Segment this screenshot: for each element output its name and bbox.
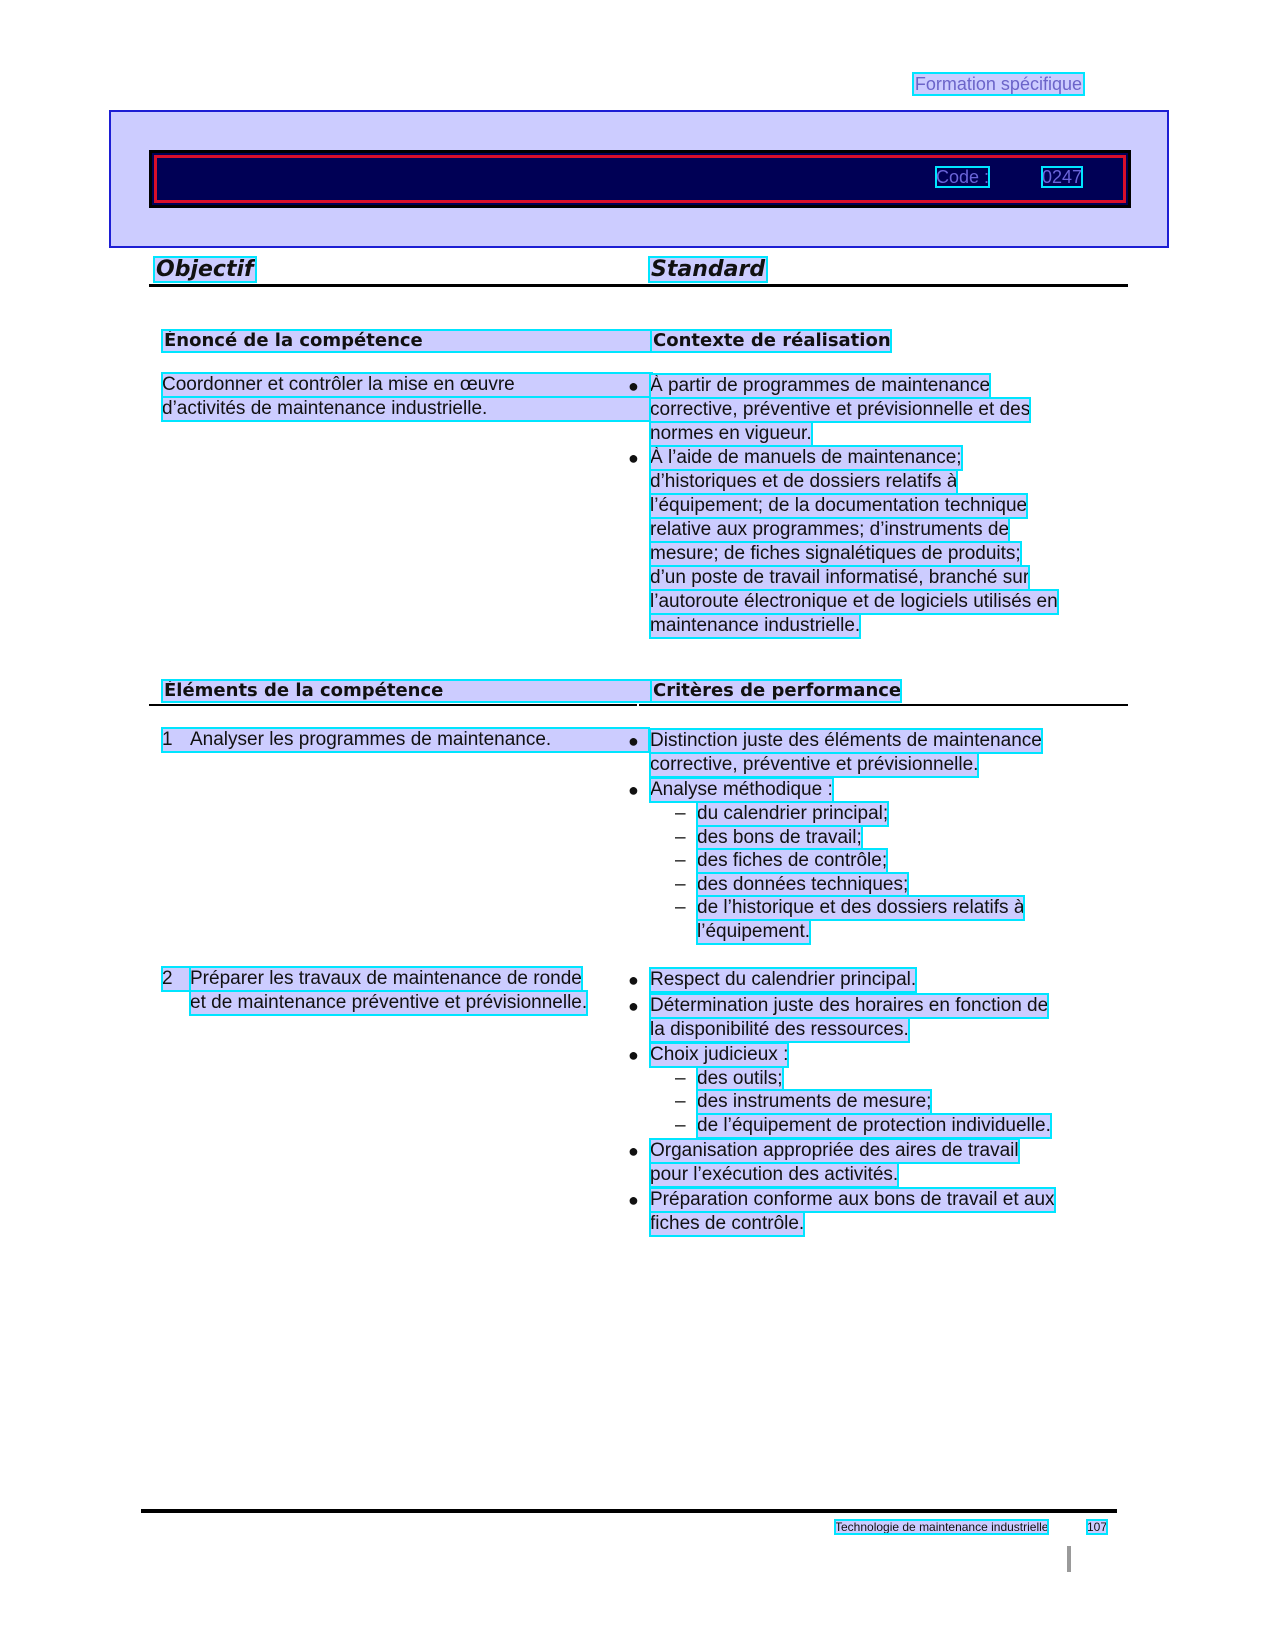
element-item-1	[162, 728, 649, 752]
dash-icon: –	[675, 897, 686, 918]
criterion-line: Distinction juste des éléments de maintenance	[650, 730, 1042, 751]
footer-rule	[141, 1509, 1117, 1513]
contexte-line: l’équipement; de la documentation technique	[650, 495, 1028, 516]
formation-label: Formation spécifique	[914, 74, 1082, 94]
competence-statement	[162, 373, 652, 421]
bullet-icon: ●	[628, 780, 639, 800]
bullet-icon: ●	[628, 970, 639, 990]
element-number: 1	[162, 729, 173, 750]
contexte-line: mesure; de fiches signalétiques de produits;	[650, 543, 1021, 564]
criterion-item	[628, 968, 1120, 992]
contexte-item	[628, 446, 1120, 638]
contexte-line: maintenance industrielle.	[650, 615, 861, 636]
bullet-icon: ●	[628, 731, 639, 751]
criterion-subitem	[675, 826, 862, 850]
criterion-item	[628, 1188, 1120, 1236]
bullet-icon: ●	[628, 996, 639, 1016]
criterion-subitem	[675, 1114, 1051, 1138]
criterion-line: fiches de contrôle.	[650, 1213, 805, 1234]
contexte-line: l’autoroute électronique et de logiciels utilisés en	[650, 591, 1058, 612]
criterion-subitem	[675, 873, 909, 897]
contexte-line: relative aux programmes; d’instruments de	[650, 519, 1010, 540]
contexte-line: d’historiques et de dossiers relatifs à	[650, 471, 958, 492]
code-value: 0247	[1042, 167, 1083, 187]
bullet-icon: ●	[628, 376, 639, 396]
criterion-subitem	[675, 1067, 783, 1091]
criterion-item	[628, 778, 1120, 802]
subitem-line: des données techniques;	[697, 874, 909, 895]
contexte-line: corrective, préventive et prévisionnelle et des	[650, 399, 1031, 420]
subitem-line: des outils;	[697, 1068, 783, 1089]
footer-program: Technologie de maintenance industrielle	[835, 1520, 1049, 1534]
element-number: 2	[162, 967, 190, 991]
contexte-item	[628, 374, 1120, 446]
criterion-line: Préparation conforme aux bons de travail et aux	[650, 1189, 1055, 1210]
dash-icon: –	[675, 874, 686, 895]
criterion-line: Organisation appropriée des aires de travail	[650, 1140, 1019, 1161]
contexte-line: À l’aide de manuels de maintenance;	[650, 447, 962, 468]
criterion-subitem	[675, 1090, 932, 1114]
elements-heading: Éléments de la compétence	[162, 680, 652, 702]
criterion-subitem	[675, 849, 888, 873]
code-bar	[149, 150, 1131, 208]
bullet-icon: ●	[628, 1141, 639, 1161]
element-text: Préparer les travaux de maintenance de ronde	[190, 968, 582, 989]
contexte-line: À partir de programmes de maintenance	[650, 375, 991, 396]
subitem-line: du calendrier principal;	[697, 803, 889, 824]
page-marker	[1067, 1546, 1071, 1572]
dash-icon: –	[675, 803, 686, 824]
criterion-line: corrective, préventive et prévisionnelle.	[650, 754, 979, 775]
footer-page-number: 107	[1087, 1520, 1108, 1534]
criterion-item	[628, 1139, 1120, 1187]
criteria-rule	[639, 704, 1128, 706]
elements-rule	[149, 704, 637, 706]
criterion-subitem	[675, 896, 1025, 944]
dash-icon: –	[675, 850, 686, 871]
subitem-line: de l’historique et des dossiers relatifs à	[697, 897, 1025, 918]
criterion-line: Choix judicieux :	[650, 1044, 789, 1065]
contexte-line: normes en vigueur.	[650, 423, 812, 444]
dash-icon: –	[675, 827, 686, 848]
bullet-icon: ●	[628, 1190, 639, 1210]
element-item-2	[162, 967, 652, 1015]
objectif-title: Objectif	[156, 257, 254, 282]
contexte-heading: Contexte de réalisation	[653, 330, 891, 351]
subitem-line: des instruments de mesure;	[697, 1091, 932, 1112]
criteria-heading: Critères de performance	[653, 680, 902, 701]
criterion-item	[628, 1043, 1120, 1067]
bullet-icon: ●	[628, 448, 639, 468]
bullet-icon: ●	[628, 1045, 639, 1065]
standard-title: Standard	[651, 257, 766, 282]
code-label: Code :	[936, 167, 990, 187]
subitem-line: l’équipement.	[697, 921, 811, 942]
competency-header-box	[109, 110, 1169, 248]
element-text: et de maintenance préventive et prévisionnelle.	[190, 992, 588, 1013]
competence-line: d’activités de maintenance industrielle.	[162, 397, 652, 421]
competence-heading: Énoncé de la compétence	[162, 330, 652, 352]
criterion-line: Détermination juste des horaires en fonction de	[650, 995, 1049, 1016]
section-rule	[149, 284, 1128, 287]
criterion-line: Respect du calendrier principal.	[650, 969, 917, 990]
criterion-line: pour l’exécution des activités.	[650, 1164, 899, 1185]
criterion-line: Analyse méthodique :	[650, 779, 833, 800]
criterion-item	[628, 729, 1120, 777]
criterion-item	[628, 994, 1120, 1042]
element-text: Analyser les programmes de maintenance.	[190, 729, 552, 750]
criterion-line: la disponibilité des ressources.	[650, 1019, 909, 1040]
subitem-line: des fiches de contrôle;	[697, 850, 888, 871]
criterion-subitem	[675, 802, 889, 826]
subitem-line: de l’équipement de protection individuelle.	[697, 1115, 1051, 1136]
dash-icon: –	[675, 1068, 686, 1089]
subitem-line: des bons de travail;	[697, 827, 862, 848]
dash-icon: –	[675, 1091, 686, 1112]
competence-line: Coordonner et contrôler la mise en œuvre	[162, 373, 652, 397]
contexte-line: d’un poste de travail informatisé, branché sur	[650, 567, 1030, 588]
dash-icon: –	[675, 1115, 686, 1136]
